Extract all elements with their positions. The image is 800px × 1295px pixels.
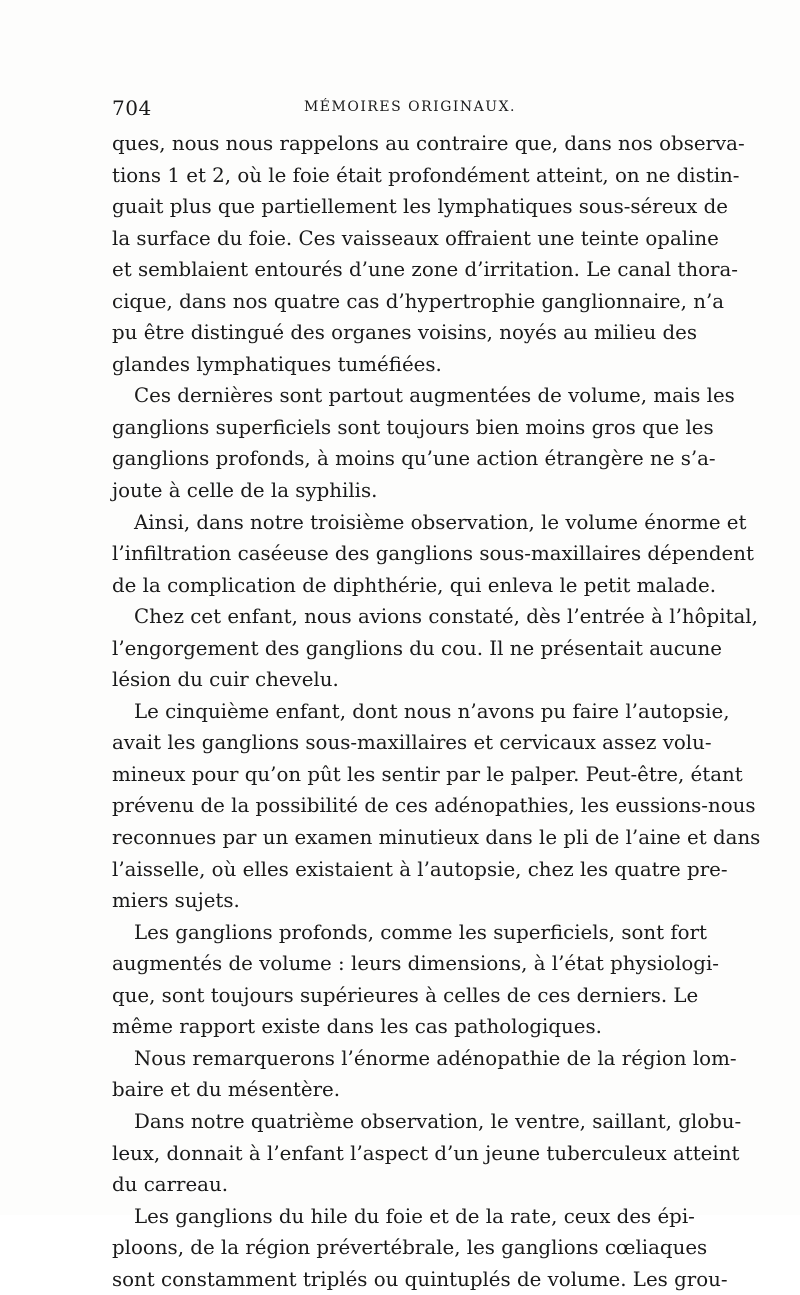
running-title: MÉMOIRES ORIGINAUX.	[303, 99, 517, 115]
text-line: glandes lymphatiques tuméfiées.	[112, 352, 442, 376]
text-line: Les ganglions profonds, comme les superficiels, sont fort	[134, 920, 707, 944]
text-line: Le cinquième enfant, dont nous n’avons pu faire l’autopsie,	[134, 699, 730, 723]
text-line: ques, nous nous rappelons au contraire que, dans nos observa-	[112, 132, 745, 155]
text-line: Les ganglions du hile du foie et de la rate, ceux des épi-	[134, 1204, 695, 1228]
text-line: l’aisselle, où elles existaient à l’autopsie, chez les quatre pre-	[112, 857, 728, 881]
text-line: prévenu de la possibilité de ces adénopathies, les eussions-nous	[112, 794, 756, 818]
text-line: leux, donnait à l’enfant l’aspect d’un jeune tuberculeux atteint	[112, 1141, 740, 1165]
text-line: tions 1 et 2, où le foie était profondément atteint, on ne distin-	[112, 163, 740, 187]
text-line: joute à celle de la syphilis.	[112, 479, 378, 503]
text-line: ganglions superficiels sont toujours bien moins gros que les	[112, 415, 714, 439]
page-number: 704	[112, 96, 152, 120]
text-line: mineux pour qu’on pût les sentir par le palper. Peut-être, étant	[112, 762, 743, 786]
body-text	[112, 128, 761, 1295]
text-line: et semblaient entourés d’une zone d’irritation. Le canal thora-	[112, 258, 738, 282]
text-line: Ces dernières sont partout augmentées de volume, mais les	[134, 384, 735, 408]
text-line: Chez cet enfant, nous avions constaté, dès l’entrée à l’hôpital,	[134, 605, 758, 629]
text-line: Dans notre quatrième observation, le ventre, saillant, globu-	[134, 1109, 742, 1133]
text-line: ganglions profonds, à moins qu’une action étrangère ne s’a-	[112, 447, 716, 471]
text-line: augmentés de volume : leurs dimensions, à l’état physiologi-	[112, 952, 719, 976]
text-line: du carreau.	[112, 1173, 229, 1197]
text-line: sont constamment triplés ou quintuplés de volume. Les grou-	[112, 1267, 728, 1291]
text-line: cique, dans nos quatre cas d’hypertrophie ganglionnaire, n’a	[112, 289, 725, 313]
text-line: l’infiltration caséeuse des ganglions sous-maxillaires dépendent	[112, 542, 754, 566]
text-line: l’engorgement des ganglions du cou. Il ne présentait aucune	[112, 636, 722, 660]
text-line: Nous remarquerons l’énorme adénopathie de la région lom-	[134, 1046, 737, 1070]
text-line: avait les ganglions sous-maxillaires et cervicaux assez volu-	[112, 731, 712, 755]
text-line: baire et du mésentère.	[112, 1078, 341, 1102]
text-line: reconnues par un examen minutieux dans le pli de l’aine et dans	[112, 826, 761, 850]
text-line: Ainsi, dans notre troisième observation, le volume énorme et	[134, 510, 747, 534]
text-line: pu être distingué des organes voisins, noyés au milieu des	[112, 321, 698, 345]
text-line: guait plus que partiellement les lymphatiques sous-séreux de	[112, 195, 728, 219]
text-line: miers sujets.	[112, 889, 240, 913]
text-line: de la complication de diphthérie, qui enleva le petit malade.	[112, 573, 717, 597]
text-line: la surface du foie. Ces vaisseaux offraient une teinte opaline	[112, 226, 719, 250]
running-head	[112, 96, 688, 120]
text-line: que, sont toujours supérieures à celles de ces derniers. Le	[112, 983, 699, 1007]
text-line: même rapport existe dans les cas pathologiques.	[112, 1015, 602, 1039]
text-line: ploons, de la région prévertébrale, les ganglions cœliaques	[112, 1236, 708, 1260]
text-line: lésion du cuir chevelu.	[112, 668, 339, 692]
